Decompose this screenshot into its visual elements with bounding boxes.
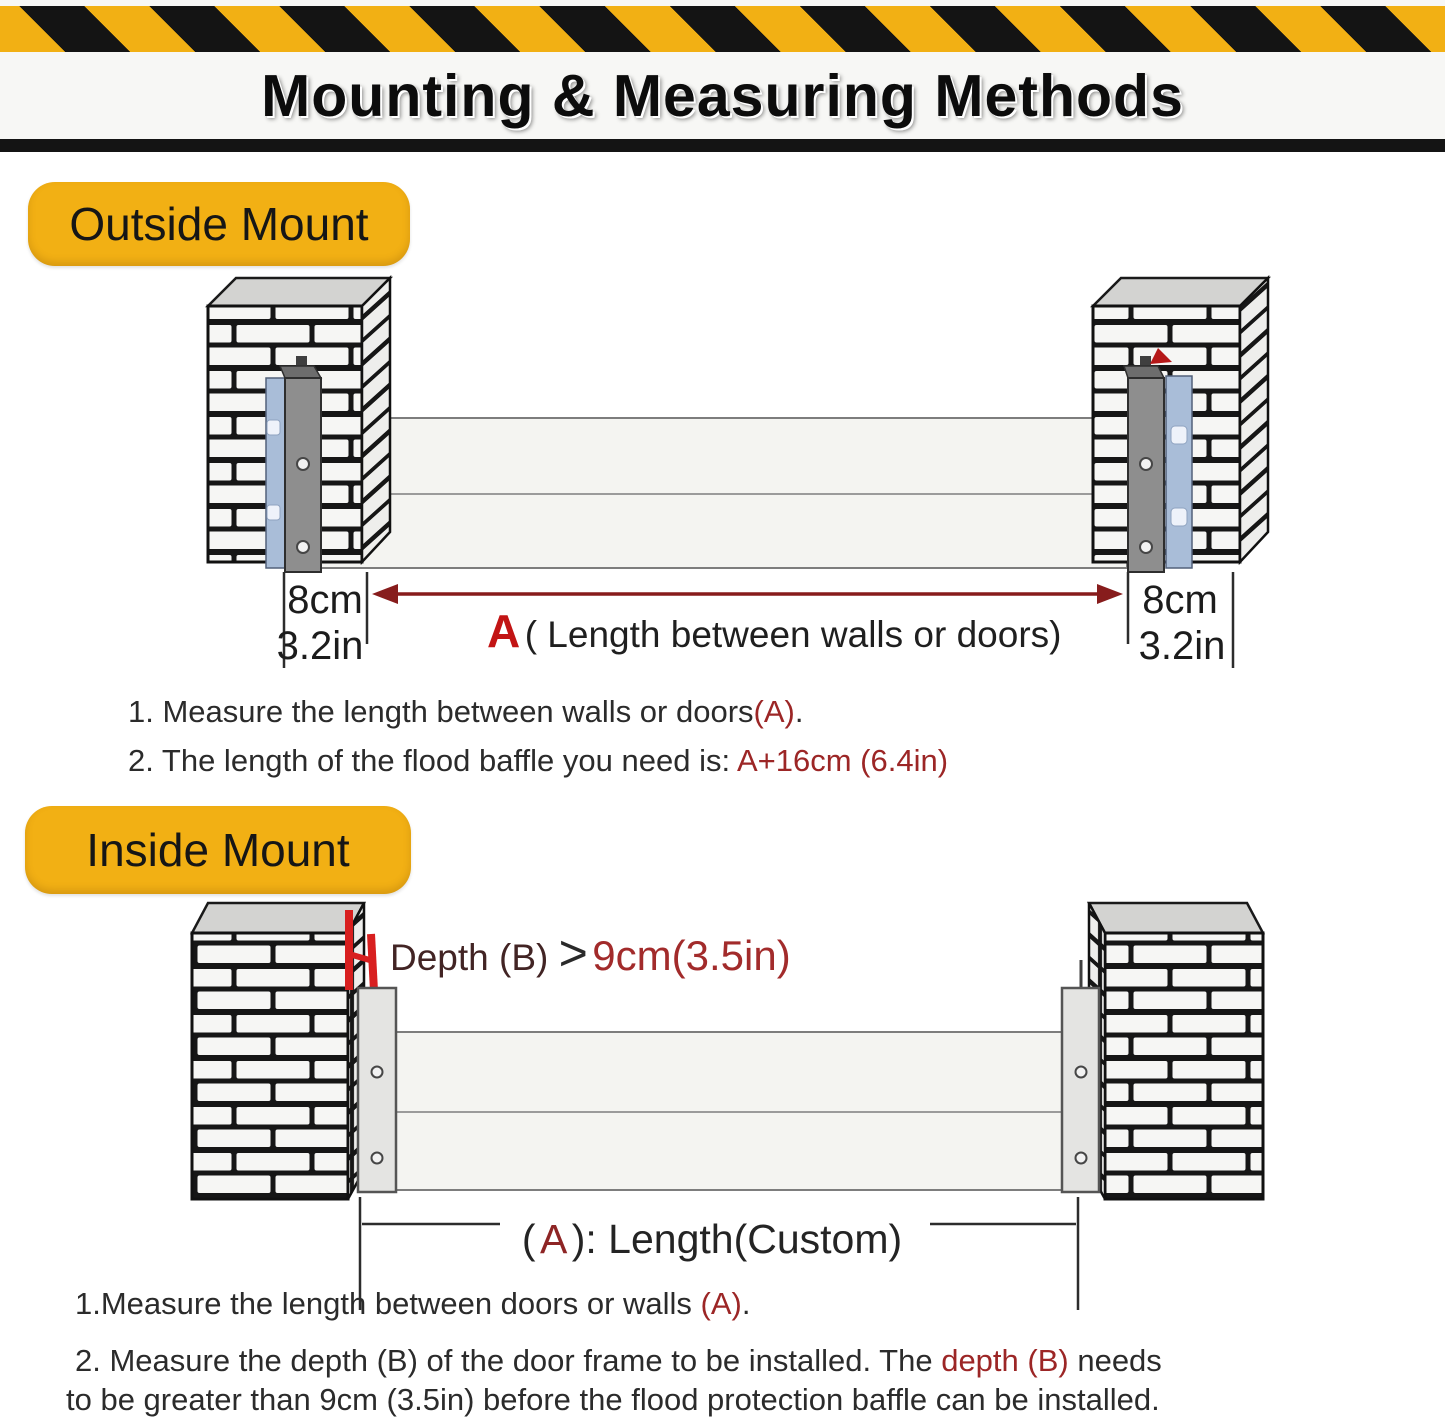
step-text: 1.Measure the length between doors or walls: [75, 1286, 701, 1321]
depth-label: [390, 925, 791, 981]
step-text: 1. Measure the length between walls or doors: [128, 694, 754, 729]
caution-stripe: [0, 6, 1445, 52]
step-2: [62, 1343, 1440, 1379]
step-1: [128, 694, 1388, 730]
seal-strip: [266, 378, 285, 568]
left-brick-pillar: [192, 903, 396, 1199]
left-brick-pillar: [208, 278, 390, 572]
left-offset-cm: 8cm: [287, 578, 363, 622]
page-title: Mounting & Measuring Methods: [261, 62, 1184, 129]
outside-mount-diagram: [0, 262, 1445, 672]
inside-mount-diagram: [0, 898, 1445, 1323]
right-offset-in: 3.2in: [1138, 624, 1226, 668]
length-arrow-label: [487, 605, 1061, 657]
step-text: 2. Measure the depth (B) of the door frame to be installed. The: [75, 1343, 942, 1378]
flood-baffle: [396, 1032, 1062, 1190]
depth-text: Depth (B): [390, 937, 559, 978]
label-a: A: [487, 605, 521, 657]
seal-strip: [1166, 376, 1192, 568]
step-1: [62, 1286, 1440, 1322]
right-brick-pillar: [1093, 278, 1268, 572]
step-text: needs: [1068, 1343, 1162, 1378]
flood-baffle: [321, 418, 1127, 568]
length-label: [522, 1216, 902, 1262]
step-highlight: A+16cm (6.4in): [736, 743, 949, 778]
step-text: .: [794, 694, 804, 729]
banner-divider: [0, 139, 1445, 152]
right-offset-cm: 8cm: [1142, 578, 1218, 622]
step-text: 2. The length of the flood baffle you need is:: [128, 743, 737, 778]
right-brick-pillar: [1062, 903, 1263, 1199]
step-text: .: [741, 1286, 751, 1321]
step-highlight: (A): [753, 694, 795, 729]
label-text: ): Length(Custom): [571, 1216, 903, 1262]
label-a: A: [539, 1216, 568, 1262]
step-highlight: depth (B): [941, 1343, 1069, 1378]
inside-mount-steps: [62, 1286, 1440, 1418]
width-dimension: [277, 572, 1233, 668]
header-banner: [0, 0, 1445, 152]
step-highlight: (A): [700, 1286, 742, 1321]
inside-mount-label: Inside Mount: [25, 806, 411, 894]
step-2: [128, 743, 1388, 779]
label-paren: (: [521, 1216, 536, 1262]
greater-than-sign: >: [558, 925, 588, 981]
step-2-continued: to be greater than 9cm (3.5in) before the flood protection baffle can be installed.: [66, 1382, 1160, 1417]
outside-mount-steps: [128, 694, 1388, 779]
left-offset-in: 3.2in: [276, 624, 364, 668]
outside-mount-label: Outside Mount: [28, 182, 410, 266]
label-text: ( Length between walls or doors): [524, 614, 1062, 655]
depth-value: 9cm(3.5in): [592, 932, 791, 979]
